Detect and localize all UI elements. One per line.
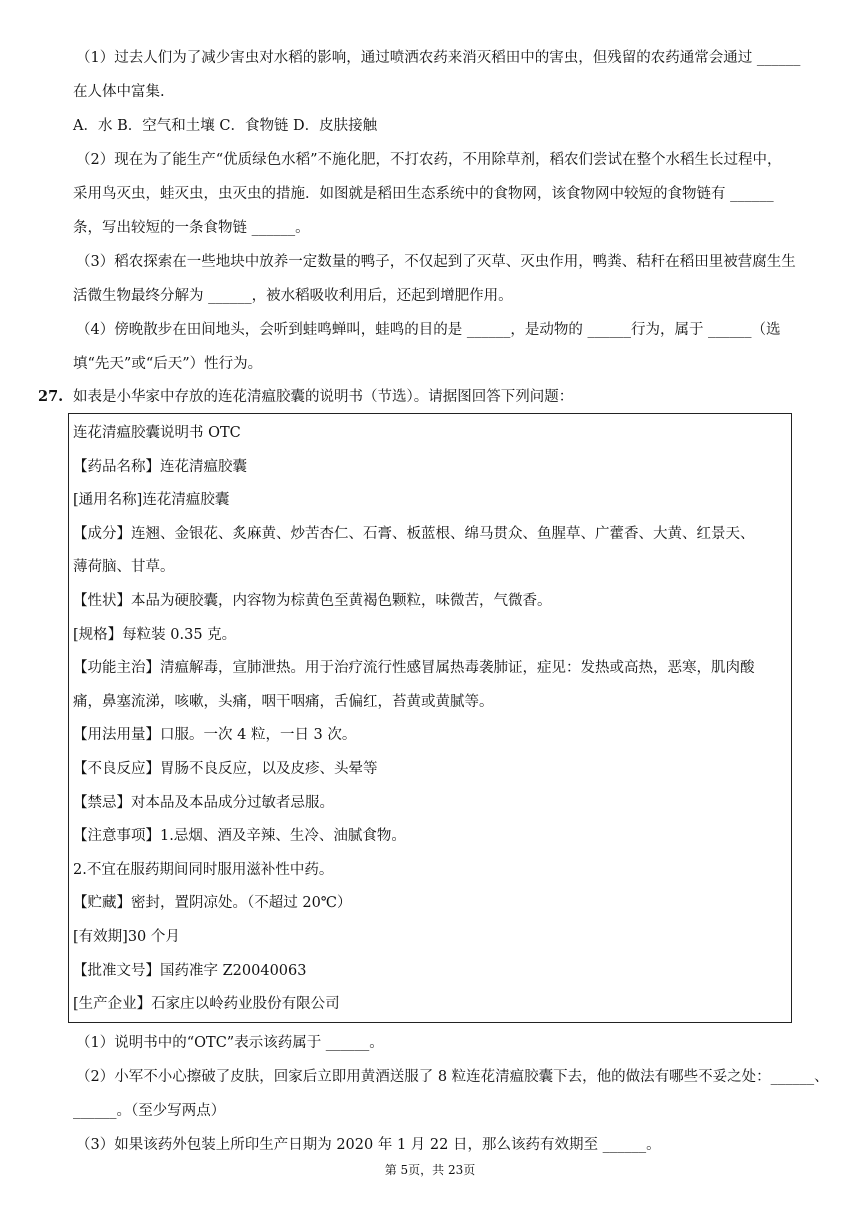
manual-line: [有效期]30 个月 [73, 929, 180, 945]
page-footer: 第 5页，共 23页 [384, 1163, 476, 1177]
manual-line: 【性状】本品为硬胶囊，内容物为棕黄色至黄褐色颗粒，味微苦，气微香。 [73, 593, 552, 609]
q26-part3-line1: （3）稻农探索在一些地块中放养一定数量的鸭子，不仅起到了灭草、灭虫作用，鸭粪、秸秆在稻田里被营腐生生 [76, 254, 796, 270]
manual-line: [通用名称]连花清瘟胶囊 [73, 492, 230, 509]
manual-line: 【用法用量】口服。一次 4 粒，一日 3 次。 [73, 727, 357, 744]
manual-line: [生产企业】石家庄以岭药业股份有限公司 [73, 996, 340, 1013]
manual-line: 2.不宜在服药期间同时服用滋补性中药。 [73, 861, 334, 878]
manual-line: 痛，鼻塞流涕，咳嗽，头痛，咽干咽痛，舌偏红，苔黄或黄腻等。 [73, 693, 494, 710]
q26-part2-line1: （2）现在为了能生产“优质绿色水稻”不施化肥，不打农药，不用除草剂，稻农们尝试在整个水稻生长过程中， [76, 152, 782, 168]
q26-part2-line3: 条，写出较短的一条食物链 ______。 [73, 220, 310, 236]
q26-part1-line2: 在人体中富集. [73, 84, 165, 100]
q27-sub3: （3）如果该药外包装上所印生产日期为 2020 年 1 月 22 日，那么该药有效期至 ______。 [76, 1137, 661, 1153]
q26-part2-line2: 采用鸟灭虫，蛙灭虫，虫灭虫的措施．如图就是稻田生态系统中的食物网，该食物网中较短的食物链有 ______ [73, 186, 774, 202]
q26-part4-line1: （4）傍晚散步在田间地头，会听到蛙鸣蝉叫，蛙鸣的目的是 ______，是动物的 ______行为，属于 ______（选 [76, 322, 781, 338]
q26-part1-options: A．水 B．空气和土壤 C．食物链 D．皮肤接触 [73, 118, 378, 134]
q27-sub2-line1: （2）小军不小心擦破了皮肤，回家后立即用黄酒送服了 8 粒连花清瘟胶囊下去，他的做法有哪些不妥之处：______、 [76, 1069, 829, 1085]
q27-intro: 如表是小华家中存放的连花清瘟胶囊的说明书（节选）。请据图回答下列问题： [73, 389, 574, 405]
manual-line: 【功能主治】清瘟解毒，宣肺泄热。用于治疗流行性感冒属热毒袭肺证，症见：发热或高热，恶寒，肌肉酸 [73, 660, 755, 677]
manual-line: 薄荷脑、甘草。 [73, 559, 175, 576]
manual-line: 【批准文号】国药准字 Z20040063 [73, 962, 307, 979]
q27-sub1: （1）说明书中的“OTC”表示该药属于 ______。 [76, 1035, 384, 1051]
manual-line: 连花清瘟胶囊说明书 OTC [73, 425, 241, 441]
manual-line: 【贮藏】密封，置阴凉处。（不超过 20℃） [73, 895, 352, 912]
q26-part3-line2: 活微生物最终分解为 ______，被水稻吸收利用后，还起到增肥作用。 [73, 288, 513, 304]
question-number: 27. [38, 388, 64, 405]
q26-part4-line2: 填“先天”或“后天”）性行为。 [73, 356, 263, 372]
manual-line: 【成分】连翘、金银花、炙麻黄、炒苦杏仁、石膏、板蓝根、绵马贯众、鱼腥草、广藿香、大黄、红景天、 [73, 525, 755, 542]
manual-line: [规格】每粒装 0.35 克。 [73, 626, 237, 643]
manual-line: 【不良反应】胃肠不良反应，以及皮疹、头晕等 [73, 761, 378, 777]
manual-line: 【禁忌】对本品及本品成分过敏者忌服。 [73, 794, 334, 811]
q27-sub2-line2: ______。（至少写两点） [73, 1103, 226, 1119]
q26-part1-line1: （1）过去人们为了减少害虫对水稻的影响，通过喷洒农药来消灭稻田中的害虫，但残留的农药通常会通过 ______ [76, 50, 801, 66]
manual-line: 【药品名称】连花清瘟胶囊 [73, 458, 247, 475]
manual-line: 【注意事项】1.忌烟、酒及辛辣、生冷、油腻食物。 [73, 828, 406, 845]
